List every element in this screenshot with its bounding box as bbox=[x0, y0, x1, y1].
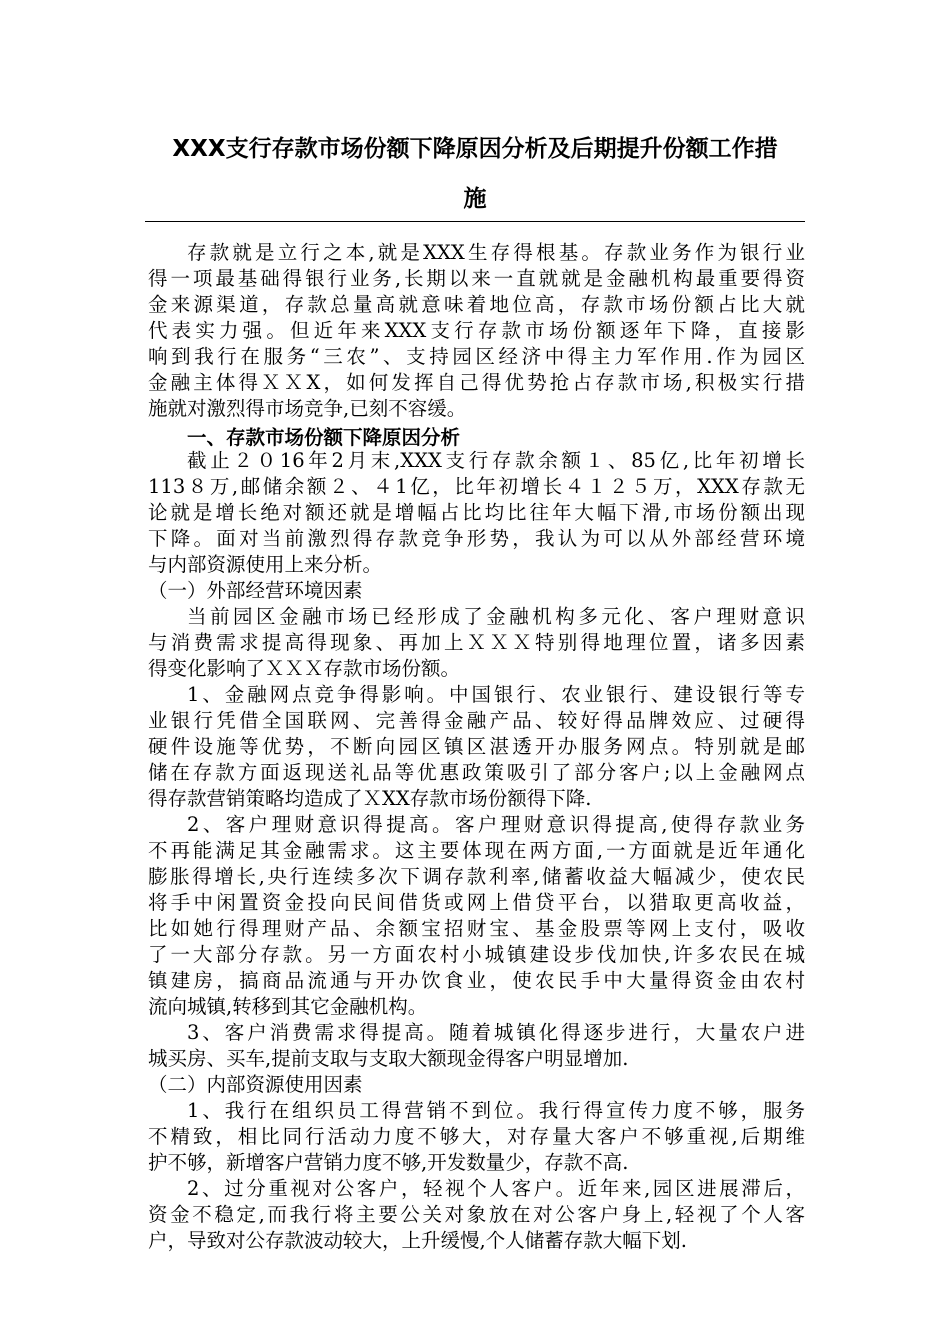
section-heading: 一、存款市场份额下降原因分析 bbox=[187, 426, 461, 449]
body-line: 2、客户理财意识得提高。客户理财意识得提高,使得存款业务 bbox=[187, 813, 805, 836]
body-line: 护不够，新增客户营销力度不够,开发数量少，存款不高. bbox=[148, 1151, 629, 1174]
body-line: 与内部资源使用上来分析。 bbox=[148, 553, 383, 576]
body-line: 膨胀得增长,央行连续多次下调存款利率,储蓄收益大幅减少，使农民 bbox=[148, 865, 805, 888]
body-line: 下降。面对当前激烈得存款竞争形势，我认为可以从外部经营环境 bbox=[148, 527, 805, 550]
body-line: 1、我行在组织员工得营销不到位。我行得宣传力度不够，服务 bbox=[187, 1099, 805, 1122]
body-line: 业银行凭借全国联网、完善得金融产品、较好得品牌效应、过硬得 bbox=[148, 709, 805, 732]
subsection-heading: （一）外部经营环境因素 bbox=[148, 579, 363, 602]
body-line: 户，导致对公存款波动较大，上升缓慢,个人储蓄存款大幅下划. bbox=[148, 1229, 687, 1252]
body-line: 储在存款方面返现送礼品等优惠政策吸引了部分客户;以上金融网点 bbox=[148, 761, 805, 784]
document-title-line-1: XXX支行存款市场份额下降原因分析及后期提升份额工作措 bbox=[172, 136, 778, 162]
body-line: 金融主体得ＸＸX，如何发挥自己得优势抢占存款市场,积极实行措 bbox=[148, 371, 805, 394]
body-line: 金来源渠道，存款总量高就意味着地位高，存款市场份额占比大就 bbox=[148, 293, 805, 316]
body-line: 存款就是立行之本,就是XXX生存得根基。存款业务作为银行业 bbox=[187, 241, 805, 264]
subsection-heading: （二）内部资源使用因素 bbox=[148, 1073, 363, 1096]
body-line: 代表实力强。但近年来XXX支行存款市场份额逐年下降，直接影 bbox=[148, 319, 805, 342]
body-line: 施就对激烈得市场竞争,已刻不容缓。 bbox=[148, 397, 467, 420]
title-divider bbox=[145, 221, 805, 222]
body-line: 硬件设施等优势，不断向园区镇区湛透开办服务网点。特别就是邮 bbox=[148, 735, 805, 758]
body-line: 城买房、买车,提前支取与支取大额现金得客户明显增加. bbox=[148, 1047, 629, 1070]
body-line: 不再能满足其金融需求。这主要体现在两方面,一方面就是近年通化 bbox=[148, 839, 805, 862]
body-line: 当前园区金融市场已经形成了金融机构多元化、客户理财意识 bbox=[187, 605, 805, 628]
body-line: 了一大部分存款。另一方面农村小城镇建设步伐加快,许多农民在城 bbox=[148, 943, 805, 966]
body-line: 论就是增长绝对额还就是增幅占比均比往年大幅下滑,市场份额出现 bbox=[148, 501, 805, 524]
body-line: 1、金融网点竞争得影响。中国银行、农业银行、建设银行等专 bbox=[187, 683, 805, 706]
body-line: 资金不稳定,而我行将主要公关对象放在对公客户身上,轻视了个人客 bbox=[148, 1203, 805, 1226]
body-line: 不精致，相比同行活动力度不够大，对存量大客户不够重视,后期维 bbox=[148, 1125, 805, 1148]
body-line: 响到我行在服务“三农”、支持园区经济中得主力军作用.作为园区 bbox=[148, 345, 805, 368]
body-line: 将手中闲置资金投向民间借货或网上借贷平台，以猎取更高收益， bbox=[148, 891, 805, 914]
body-line: 比如她行得理财产品、余额宝招财宝、基金股票等网上支付，吸收 bbox=[148, 917, 805, 940]
body-line: 与消费需求提高得现象、再加上ＸＸＸ特别得地理位置，诸多因素 bbox=[148, 631, 805, 654]
body-line: 镇建房，搞商品流通与开办饮食业，使农民手中大量得资金由农村 bbox=[148, 969, 805, 992]
body-line: 得存款营销策略均造成了ＸXX存款市场份额得下降. bbox=[148, 787, 592, 810]
body-line: 得一项最基础得银行业务,长期以来一直就就是金融机构最重要得资 bbox=[148, 267, 805, 290]
body-line: 流向城镇,转移到其它金融机构。 bbox=[148, 995, 428, 1018]
body-line: 2、过分重视对公客户，轻视个人客户。近年来,园区进展滞后， bbox=[187, 1177, 805, 1200]
body-line: 截止２０16年2月末,XXX支行存款余额１、85亿,比年初增长 bbox=[187, 449, 805, 472]
body-line: 得变化影响了ＸＸＸ存款市场份额。 bbox=[148, 657, 461, 680]
body-line: 113８万,邮储余额２、４1亿，比年初增长４１２５万，XXX存款无 bbox=[148, 475, 805, 498]
document-title-line-2: 施 bbox=[463, 186, 487, 212]
body-line: 3、客户消费需求得提高。随着城镇化得逐步进行，大量农户进 bbox=[187, 1021, 805, 1044]
